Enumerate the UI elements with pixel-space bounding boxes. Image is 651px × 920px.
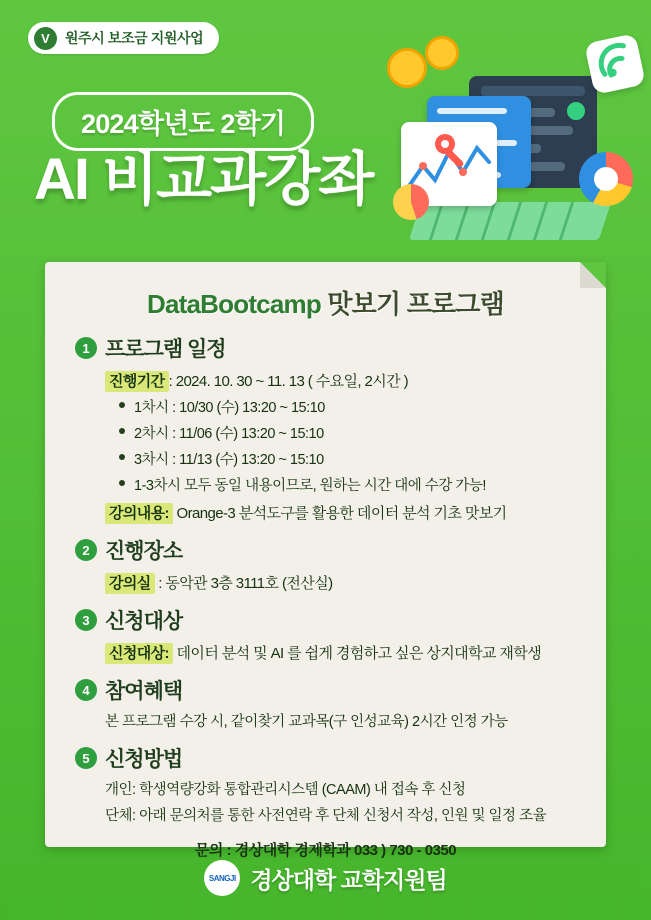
classroom-row xyxy=(105,572,576,593)
list-item: 3차시 : 11/13 (수) 13:20 ~ 15:10 xyxy=(119,448,576,469)
key-icon xyxy=(431,130,475,174)
apply-individual-text: 개인: 학생역량강화 통합관리시스템 (CAAM) 내 접속 후 신청 xyxy=(105,782,466,798)
section-audience xyxy=(45,605,606,663)
section-number: 5 xyxy=(75,747,97,769)
section-title: 신청방법 xyxy=(105,748,183,771)
lecture-content-label: 강의내용: xyxy=(105,503,173,524)
wifi-icon xyxy=(584,33,646,95)
footer-label: 경상대학 교학지원팀 xyxy=(250,866,447,893)
section-header xyxy=(75,675,576,705)
apply-group-text: 단체: 아래 문의처를 통한 사전연락 후 단체 신청서 작성, 인원 및 일정 조율 xyxy=(105,808,547,824)
page-title: AI 비교과강좌 xyxy=(34,147,373,212)
pie-chart-icon xyxy=(393,184,429,220)
lecture-content-value: Orange-3 분석도구를 활용한 데이터 분석 기초 맛보기 xyxy=(172,505,507,522)
audience-row xyxy=(105,642,576,663)
audience-label: 신청대상: xyxy=(105,643,173,664)
info-card xyxy=(45,262,606,859)
semester-label: 2024학년도 2학기 xyxy=(52,92,314,151)
section-apply xyxy=(45,743,606,825)
audience-value: 데이터 분석 및 AI 를 쉽게 경험하고 싶은 상지대학교 재학생 xyxy=(172,645,542,662)
keyboard-icon xyxy=(409,202,611,240)
section-schedule xyxy=(45,333,606,523)
section-header xyxy=(75,605,576,635)
computer-illustration xyxy=(373,34,643,264)
schedule-period-label: 진행기간 xyxy=(105,371,169,392)
lecture-content-row xyxy=(105,502,576,523)
schedule-bullet-list xyxy=(119,396,576,495)
footer xyxy=(0,860,651,896)
badge-label: 원주시 보조금 지원사업 xyxy=(65,30,204,46)
card-title xyxy=(45,284,606,321)
coin-icon xyxy=(387,48,427,88)
schedule-period-value: : 2024. 10. 30 ~ 11. 13 ( 수요일, 2시간 ) xyxy=(168,373,409,390)
section-header xyxy=(75,743,576,773)
check-mark-icon: V xyxy=(34,27,57,50)
coin-icon xyxy=(425,36,459,70)
schedule-period-row xyxy=(105,370,576,391)
section-number: 3 xyxy=(75,609,97,631)
card-title-main: DataBootcamp xyxy=(147,289,321,319)
section-title: 진행장소 xyxy=(105,540,183,563)
university-logo-icon: SANGJI xyxy=(204,860,240,896)
section-number: 1 xyxy=(75,337,97,359)
section-benefit xyxy=(45,675,606,731)
classroom-label: 강의실 xyxy=(105,573,155,594)
subsidy-badge xyxy=(28,22,219,54)
section-title: 신청대상 xyxy=(105,610,183,633)
section-header xyxy=(75,535,576,565)
section-number: 2 xyxy=(75,539,97,561)
list-item: 1-3차시 모두 동일 내용이므로, 원하는 시간 대에 수강 가능! xyxy=(119,474,576,495)
benefit-text: 본 프로그램 수강 시, 같이찾기 교과목(구 인성교육) 2시간 인정 가능 xyxy=(105,714,508,730)
list-item: 2차시 : 11/06 (수) 13:20 ~ 15:10 xyxy=(119,422,576,443)
card-title-sub: 맛보기 프로그램 xyxy=(320,289,504,319)
section-title: 참여혜택 xyxy=(105,680,183,703)
section-header xyxy=(75,333,576,363)
list-item: 1차시 : 10/30 (수) 13:20 ~ 15:10 xyxy=(119,396,576,417)
section-location xyxy=(45,535,606,593)
section-title: 프로그램 일정 xyxy=(105,338,226,361)
classroom-value: : 동악관 3층 3111호 (전산실) xyxy=(154,575,333,592)
section-number: 4 xyxy=(75,679,97,701)
donut-chart-icon xyxy=(579,152,633,206)
contact-text: 문의 : 경상대학 경제학과 033 ) 730 - 0350 xyxy=(194,842,457,859)
